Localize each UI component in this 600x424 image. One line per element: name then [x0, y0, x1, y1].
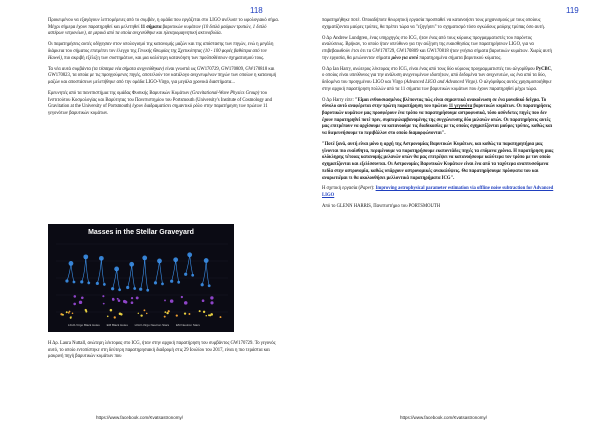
merger-arc — [155, 261, 162, 284]
merger-arc — [128, 264, 135, 288]
ligo-neutron-star-marker — [188, 313, 190, 315]
ligo-black-hole-marker — [177, 281, 180, 284]
em-black-hole-marker — [210, 301, 213, 304]
ligo-neutron-star-marker — [114, 316, 116, 318]
em-black-hole-marker — [202, 299, 205, 302]
ligo-black-hole-marker — [87, 281, 90, 284]
paragraph: Ερευνητές από τα πανεπιστήμια της ομάδας Φυσικής Βαρυτικών Κυμάτων (Gravitational-Wave Physics Group) του Ινστιτούτου Κοσμολογίας και Βαρύτητας του Πανεπιστημίου του Portsmouth (University's Institute of Cosmology and Gravitation at the University of Portsmouth) έχουν διαδραματίσει σημαντικό ρόλο στην παρατήρηση των πρώτων 11 γεγονότων βαρυτικών κυμάτων. — [48, 90, 272, 116]
em-black-hole-marker — [73, 303, 76, 306]
em-black-hole-marker — [103, 303, 105, 305]
ligo-black-hole-marker — [99, 256, 104, 261]
em-neutron-star-marker — [85, 311, 87, 313]
merger-arc — [202, 261, 209, 286]
em-neutron-star-marker — [62, 314, 64, 316]
em-black-hole-marker — [136, 296, 139, 299]
em-neutron-star-marker — [184, 312, 186, 314]
ligo-black-hole-marker — [161, 282, 164, 285]
quote-paragraph: "Ποτέ ξανά, αυτή είναι μόνο η αρχή της Αστρονομίας Βαρυτικών Κυμάτων, και καθώς τα παρατηρητήρια μας γίνονται πιο ευαίσθητα, περιμένουμε να παρατηρήσουμε εκατοντάδες πηγές τα επόμενα χρόνια. Η παρατήρηση μιας ολόκληρης τέτοιας κατανομής μελανών οπών θα μας επιτρέψει να κατανοήσουμε καλύτερα τον τρόπο με τον οποίο σχηματίζονται και εξελίσσονται. Οι Αστρονομίες Βαρυτικών Κυμάτων είναι ένα από τα ταχύτερα αναπτυσσόμενα πεδία στην αστρονομία, καθώς υπάρχουν αστρονομικές ανακαλύψεις. Θα παρατηρήσουμε πρόσφατα του και αναρωτιέμαι τι θα ακολουθήσει μελλοντικά παρατηρήματα ICG". — [322, 142, 554, 181]
ligo-neutron-star-marker — [168, 310, 170, 312]
em-neutron-star-marker — [199, 310, 201, 312]
em-neutron-star-marker — [164, 311, 166, 313]
ligo-black-hole-marker — [146, 289, 149, 292]
merger-arc — [67, 263, 74, 282]
ligo-black-hole-marker — [129, 262, 134, 267]
em-black-hole-marker — [184, 301, 188, 305]
em-neutron-star-marker — [66, 311, 68, 313]
ligo-black-hole-marker — [208, 284, 211, 287]
ligo-black-hole-marker — [111, 287, 114, 290]
ligo-black-hole-marker — [114, 267, 119, 272]
em-neutron-star-marker — [210, 313, 213, 316]
paragraph: Ο Δρ Ian Harry, ανώτερος λέκτορας στο ICG, είναι ένας από τους δύο κύριους προγραμματιστές του αλγορίθμου PyCBC, ο οποίος είναι υπεύθυνος για την ανάλυση ανιχνευμένων ιδιοτήτων, από δεδομένα των ανιχνευτών, ως ένα από τα δύο, δεδομένα του προηγμένου LIGO και Virgo (Advanced LIGO and Advanced Virgo). Ο αλγόριθμος αυτός χρησιμοποιήθηκε στην αρχική παρατήρηση πολλών από τα 11 σήματα των βαρυτικών κυμάτων που έχουν παρατηρηθεί μέχρι τώρα. — [322, 66, 553, 92]
stellar-graveyard-plot — [48, 224, 234, 332]
em-black-hole-marker — [102, 295, 104, 297]
right-text-column — [322, 18, 554, 215]
em-neutron-star-marker — [203, 311, 205, 313]
em-black-hole-marker — [123, 300, 126, 303]
em-black-hole-marker — [112, 298, 114, 300]
em-neutron-star-marker — [140, 314, 142, 316]
ligo-neutron-star-marker — [220, 316, 222, 318]
ligo-black-hole-marker — [83, 254, 88, 259]
ligo-black-hole-marker — [201, 283, 204, 286]
em-black-hole-marker — [117, 298, 119, 300]
ligo-black-hole-marker — [65, 279, 68, 282]
paper-reference: Η σχετική εργασία (Paper): Improving astrophysical parameter estimation via offline noise subtraction for Advanced LIGO — [322, 186, 554, 199]
em-black-hole-marker — [131, 297, 133, 299]
ligo-neutron-star-marker — [72, 312, 74, 314]
em-neutron-star-marker — [70, 317, 72, 319]
right-page — [300, 0, 600, 424]
footer-url[interactable]: https://www.facebook.com/Kvatsastronomy/ — [400, 415, 488, 420]
merger-arc — [141, 258, 148, 290]
em-black-hole-marker — [170, 299, 174, 303]
em-black-hole-marker — [164, 300, 166, 302]
left-text-column — [48, 18, 280, 122]
ligo-black-hole-marker — [96, 282, 99, 285]
merger-arc — [113, 269, 120, 290]
ligo-black-hole-marker — [157, 258, 162, 263]
quote-paragraph: Ο Δρ Harry είπε: "Είμαι ενθουσιασμένος βλέποντας πώς είναι σημαντικά ανακοίνωση σε ένα μοναδικό δείγμα. Το σύνολο αυτό αναφέρεται στην πρώτη παρατήρηση του πρώτου 11 γεγονότα βαρυτικών κυμάτων. Οι παρατηρήσεις βαρυτικών κυμάτων μας προσφέρουν ένα τρόπο να παρατηρήσουμε αστροφυσικά, τόσο ασύνδετες πηγές που δεν έχουν παρατηρηθεί ποτέ πριν, συμπεριλαμβανομένης της συγχώνευσης δύο μελανών οπών. Οι παρατηρήσεις αυτές μας επιτρέπουν να αρχίσουμε να κατανοούμε τις διαδικασίες με τις οποίες σχηματίζονται μαύρες τρύπες, καθώς και να διερευνήσουμε το περιβάλλον στο οποίο διαμορφώνονται". — [322, 97, 553, 137]
paragraph: Ο Δρ Andrew Lundgren, ένας υπηρχηγός στο ICG, ήταν ένας από τους κύριους προγραμματιστές του παρόντος αναλύσεως. Βρήκαν, το οποίο ήταν υπεύθυνο για την αύξηση της ευαισθησίας των παρατηρήσεων LIGO, για να επιβεβαιωθούν έτσι ότι τα GW170729, GW170809 και GW170818 ήταν γνήσια σήματα βαρυτικών κυμάτων. Χωρίς αυτή την εργασία, θα μειώνονταν σήματα μόνο για αυτό παρατηρημένα σήματα βαρυτικού κύματος. — [322, 35, 552, 61]
paper-link[interactable]: Improving astrophysical parameter estimation via offline noise subtraction for Advanced LIGO — [322, 186, 554, 199]
merger-arc — [97, 258, 104, 284]
ligo-black-hole-marker — [73, 281, 76, 284]
ligo-neutron-star-marker — [146, 313, 148, 315]
merger-arc — [186, 255, 193, 275]
merger-arc — [82, 257, 89, 283]
em-black-hole-marker — [118, 299, 121, 302]
ligo-neutron-star-marker — [176, 314, 178, 316]
ligo-neutron-star-marker — [69, 311, 71, 313]
ligo-black-hole-marker — [103, 283, 106, 286]
paragraph: παρατηρήθηκε ποτέ. Οποιαδήποτε θεωρητική εργασία προσπαθεί να κατανοήσει τους μηχανισμούς με τους οποίους σχηματίζονται μαύρες τρύπες, θα πρέπει τώρα να "εξηγήσει" το σχηματισμό τόσο ογκώδους μαύρης τρύπας όσο αυτή. — [322, 18, 545, 30]
ligo-black-hole-marker — [184, 273, 187, 276]
em-black-hole-marker — [210, 296, 213, 299]
ligo-black-hole-marker — [191, 274, 194, 277]
em-neutron-star-marker — [119, 312, 122, 315]
ligo-black-hole-marker — [126, 286, 129, 289]
ligo-black-hole-marker — [154, 281, 157, 284]
em-neutron-star-marker — [107, 316, 109, 318]
ligo-black-hole-marker — [80, 280, 83, 283]
ligo-neutron-star-marker — [164, 316, 166, 318]
legend-ligo-black-holes: LIGO-Virgo Black Holes — [68, 323, 100, 327]
em-black-hole-marker — [181, 296, 183, 298]
em-black-hole-marker — [74, 295, 77, 298]
figure-title: Masses in the Stellar Graveyard — [88, 229, 194, 236]
em-black-hole-marker — [81, 296, 84, 299]
ligo-black-hole-marker — [133, 287, 136, 290]
source-credit: Από το GLENN HARRIS, Πανεπιστήμιο του PORTSMOUTH — [322, 204, 441, 209]
em-neutron-star-marker — [166, 312, 168, 314]
figure-legend — [68, 323, 206, 327]
footer-url[interactable]: https://www.facebook.com/Kvatsastronomy/ — [96, 415, 184, 420]
em-neutron-star-marker — [110, 309, 113, 312]
ligo-black-hole-marker — [173, 257, 178, 262]
ligo-black-hole-marker — [118, 288, 121, 291]
ligo-black-hole-marker — [142, 256, 147, 261]
em-black-hole-marker — [79, 301, 82, 304]
legend-ligo-neutron-stars: LIGO-Virgo Neutron Stars — [134, 323, 170, 327]
em-black-hole-marker — [131, 301, 134, 304]
paragraph: Οι παρατηρήσεις αυτές οδήγησαν στον υπολογισμό της κατανομής μαζών και της απόστασης των πηγών, ενώ η μεγάλη διάρκεια του σήματος επιτρέπει τον έλεγχο της Γενικής Θεωρίας της Σχετικότητας (10 - 100 φορές βαθύτερα από τον Hawei), πιο ακριβή εξέλιξη των συστημάτων, και μια καλύτερη κατανόηση των προϋποθέσεων σχηματισμού τους. — [48, 42, 274, 61]
ligo-black-hole-marker — [170, 280, 173, 283]
ligo-black-hole-marker — [187, 252, 192, 257]
page-number: 119 — [566, 6, 579, 15]
legend-em-black-holes: EM Black Holes — [106, 323, 128, 327]
paragraph: Τα νέα αυτά συμβάντα (τα τέσσερα νέα σήματα ανιχνεύθηκαν) είναι γνωστά ως GW170729, GW170809, GW170818 και GW170823, τα οποία με τις προηγούμενες πηγές, αποτελούν τον κατάλογο ανιχνευμένων πηγών των οποίων η κατανομή μαζών και αποστάσεων μελετήθηκε από την ομάδα LIGO-Virgo, για μεγάλα χρονικά διαστήματα... — [48, 66, 277, 85]
left-bottom-paragraph: Η Δρ. Laura Nuttall, ανώτερη λέκτορας στο ICG, ήταν στην αρχική παρατήρηση του συμβάντος GW170729. Το γεγονός αυτό, το οποίο εντοπίστηκε στη δεύτερη παρατηρησιακή διαδρομή στις 29 Ιουλίου του 2017, είναι η πιο τεράστια και μακρινή πηγή βαρυτικών κυμάτων που — [48, 341, 276, 360]
ligo-black-hole-marker — [139, 288, 142, 291]
page-number: 118 — [250, 6, 263, 15]
ligo-neutron-star-marker — [143, 309, 145, 311]
ligo-black-hole-marker — [69, 261, 74, 266]
paragraph: Προκειμένου να εξαγάγουν λεπτομέρειες από το συμβάν, η ομάδα που εργάζεται στο LIGO ανέλυσε το ωρολογιακό σήμα. Μέχρι σήμερα έχουν παρατηρηθεί και μελετηθεί 11 σήματα βαρυτικών κυμάτων (10 διπλά μαύρων τρυπών, 1 διπλό αστέρων νετρονίων), σε μερικά από τα οποία ανιχνεύθηκε και ηλεκτρομαγνητική ακτινοβολία. — [48, 18, 279, 37]
em-neutron-star-marker — [206, 315, 207, 316]
stellar-graveyard-image — [48, 224, 234, 332]
merger-arc — [172, 260, 179, 282]
ligo-black-hole-marker — [204, 258, 209, 263]
legend-em-neutron-stars: EM Neutron Stars — [175, 323, 200, 327]
em-neutron-star-marker — [138, 313, 139, 314]
